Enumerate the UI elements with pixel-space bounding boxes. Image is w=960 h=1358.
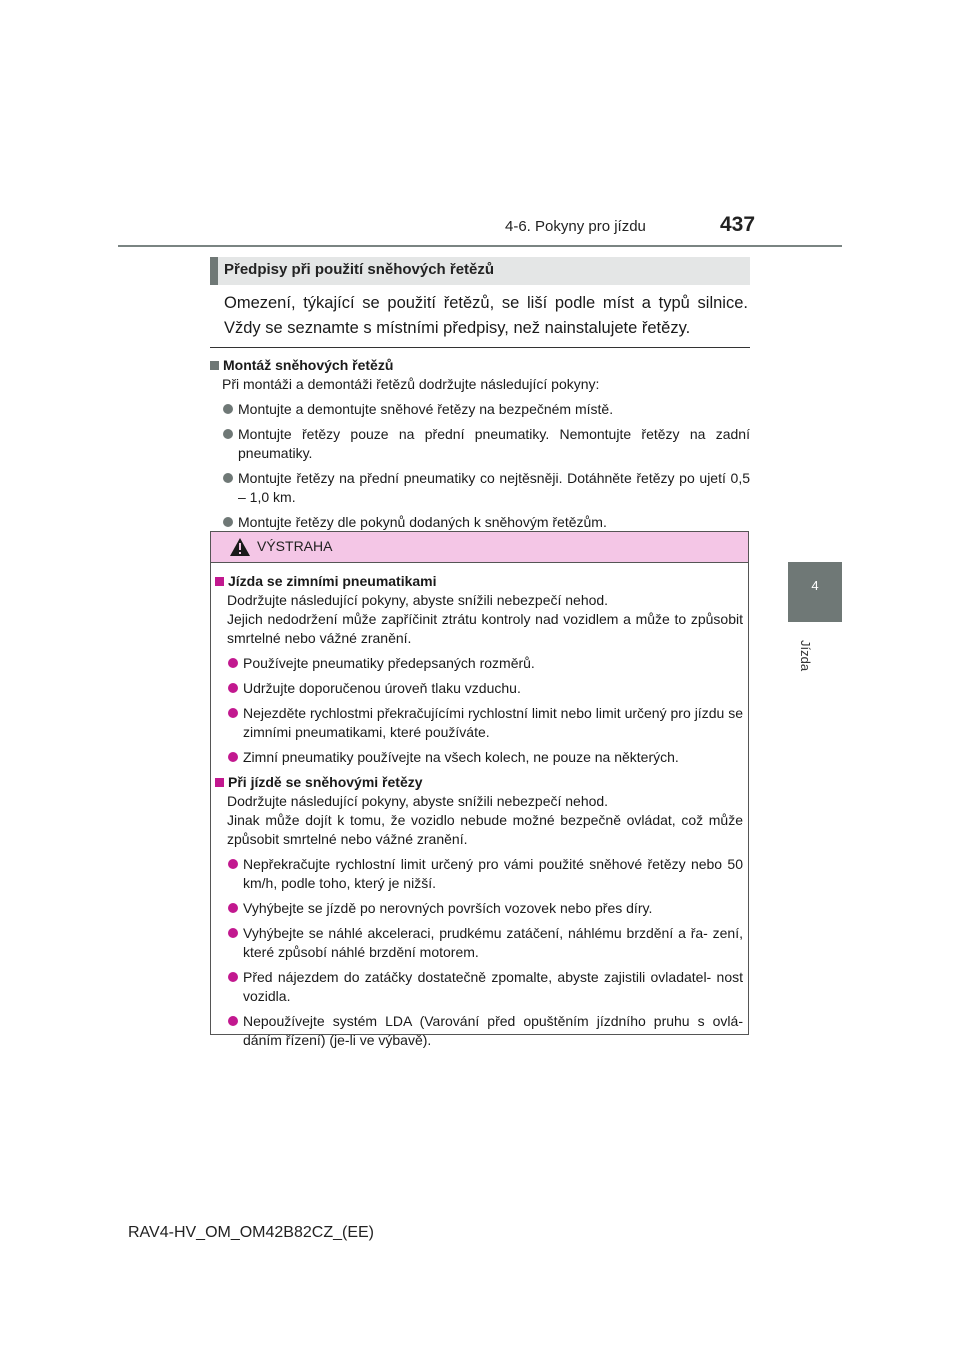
list-item xyxy=(215,855,743,893)
warning-triangle-icon xyxy=(229,537,251,557)
list-item-text: Montujte řetězy dle pokynů dodaných k sněhovým řetězům. xyxy=(238,514,607,530)
list-item xyxy=(210,469,750,507)
list-item-text: Montujte a demontujte sněhové řetězy na bezpečném místě. xyxy=(238,401,614,417)
list-item-text: Používejte pneumatiky předepsaných rozměrů. xyxy=(243,655,535,671)
list-item-text: Montujte řetězy pouze na přední pneumatiky. Nemontujte řetězy na zadní pneumatiky. xyxy=(238,426,750,461)
warning-title: VÝSTRAHA xyxy=(257,538,333,554)
list-item xyxy=(210,400,750,419)
bullet-icon xyxy=(223,473,233,483)
chapter-label xyxy=(797,640,817,680)
bullet-icon xyxy=(228,752,238,762)
list-item xyxy=(215,924,743,962)
warning-section-snow-chains xyxy=(215,773,743,1050)
warning-heading-text: Při jízdě se sněhovými řetězy xyxy=(228,774,423,790)
square-bullet-icon xyxy=(215,778,224,787)
list-item-text: Vyhýbejte se náhlé akceleraci, prudkému zatáčení, náhlému brzdění a řa- zení, které způsobí náhlé brzdění motorem. xyxy=(243,925,743,960)
bullet-icon xyxy=(228,1016,238,1026)
list-item-text: Před nájezdem do zatáčky dostatečně zpomalte, abyste zajistili ovladatel- nost vozidla. xyxy=(243,969,743,1004)
section-intro: Omezení, týkající se použití řetězů, se liší podle míst a typů silnice. Vždy se seznamte s místními předpisy, než nainstalujete řetězy. xyxy=(224,294,748,337)
list-item-text: Nejezděte rychlostmi překračujícími rychlostní limit nebo limit určený pro jízdu se zimními pneumatikami, které používáte. xyxy=(243,705,743,740)
list-item-text: Nepřekračujte rychlostní limit určený pro vámi použité sněhové řetězy nebo 50 km/h, podle toho, který je nižší. xyxy=(243,856,743,891)
list-item xyxy=(215,899,743,918)
warning-header xyxy=(211,532,748,563)
list-item xyxy=(215,704,743,742)
bullet-icon xyxy=(228,683,238,693)
header-rule xyxy=(118,245,842,247)
warning-section-winter-tires xyxy=(215,572,743,767)
chapter-tab xyxy=(788,562,842,622)
list-item xyxy=(215,968,743,1006)
section-title-bar xyxy=(210,257,750,285)
square-bullet-icon xyxy=(210,361,219,370)
bullet-icon xyxy=(223,517,233,527)
square-bullet-icon xyxy=(215,577,224,586)
bullet-icon xyxy=(228,903,238,913)
list-item xyxy=(210,425,750,463)
warning-heading xyxy=(215,773,743,792)
header-section-title: 4-6. Pokyny pro jízdu xyxy=(505,218,646,235)
list-item-text: Udržujte doporučenou úroveň tlaku vzduchu. xyxy=(243,680,521,696)
warning-heading-text: Jízda se zimními pneumatikami xyxy=(228,573,437,589)
chapter-label-text: Jízda xyxy=(798,640,813,672)
list-item-text: Zimní pneumatiky používejte na všech kolech, ne pouze na některých. xyxy=(243,749,679,765)
list-item-text: Montujte řetězy na přední pneumatiky co nejtěsněji. Dotáhněte řetězy po ujetí 0,5 – 1,0 km. xyxy=(238,470,750,505)
list-item-text: Nepoužívejte systém LDA (Varování před opuštěním jízdního pruhu s ovlá- dáním řízení) (je-li ve výbavě). xyxy=(243,1013,743,1048)
bullet-icon xyxy=(228,928,238,938)
bullet-icon xyxy=(228,708,238,718)
mounting-heading xyxy=(210,356,750,375)
warning-box xyxy=(210,531,749,1048)
warning-body xyxy=(215,572,743,1050)
page-number: 437 xyxy=(720,213,756,236)
list-item xyxy=(215,679,743,698)
bullet-icon xyxy=(228,658,238,668)
list-item xyxy=(215,1012,743,1050)
chapter-number: 4 xyxy=(811,578,819,593)
section-divider xyxy=(210,347,750,348)
warning-line: Dodržujte následující pokyny, abyste snížili nebezpečí nehod. xyxy=(227,592,609,608)
bullet-icon xyxy=(223,404,233,414)
warning-line: Jejich nedodržení může zapříčinit ztrátu kontroly nad vozidlem a může to způsobit smrtelné nebo vážné zranění. xyxy=(227,611,743,646)
mounting-block xyxy=(210,356,750,532)
bullet-icon xyxy=(228,859,238,869)
warning-line: Dodržujte následující pokyny, abyste snížili nebezpečí nehod. xyxy=(227,793,609,809)
list-item xyxy=(210,513,750,532)
bullet-icon xyxy=(223,429,233,439)
section-title-stripe xyxy=(210,257,218,285)
bullet-icon xyxy=(228,972,238,982)
list-item xyxy=(215,654,743,673)
list-item-text: Vyhýbejte se jízdě po nerovných površích vozovek nebo přes díry. xyxy=(243,900,653,916)
document-code: RAV4-HV_OM_OM42B82CZ_(EE) xyxy=(128,1224,374,1241)
warning-line: Jinak může dojít k tomu, že vozidlo nebude možné bezpečně ovládat, což může způsobit smrtelné nebo vážné zranění. xyxy=(227,812,743,847)
mounting-heading-text: Montáž sněhových řetězů xyxy=(223,357,394,373)
warning-heading xyxy=(215,572,743,591)
section-title: Předpisy při použití sněhových řetězů xyxy=(224,261,495,278)
mounting-intro: Při montáži a demontáži řetězů dodržujte následující pokyny: xyxy=(222,376,600,392)
list-item xyxy=(215,748,743,767)
